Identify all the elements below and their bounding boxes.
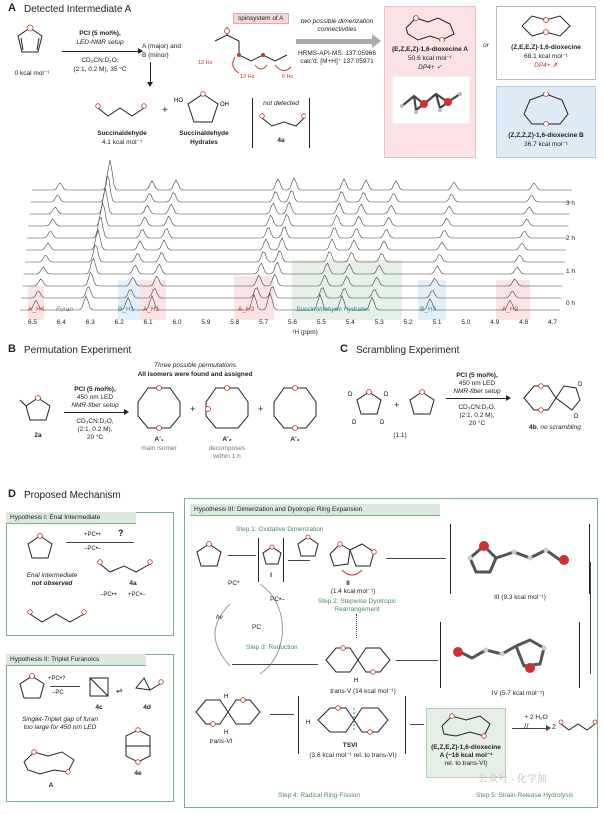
water-label: + 2 H₂O — [524, 714, 548, 721]
intermediate-iv-3d-model — [446, 626, 576, 682]
pc-label: PC — [252, 624, 262, 631]
succinaldehyde-structure — [94, 100, 150, 124]
hypothesis-2-title: Hypothesis II: Triplet Furanoics — [6, 654, 146, 666]
tsvi-energy: (3.6 kcal mol⁻¹ rel. to trans-VI) — [309, 752, 397, 759]
hydrolysis-arrow — [512, 728, 548, 729]
intermediate-i-structure — [260, 544, 284, 568]
peak-label-bh2: B_H2 — [420, 306, 437, 313]
hrms-1: HRMS-API-MS: 137.05966 — [297, 50, 377, 57]
plus-c: + — [394, 400, 400, 410]
deuterated-furan-structure — [346, 382, 392, 428]
down-arrow-a — [150, 62, 151, 84]
watermark: 公众号 · 化学加 — [478, 774, 547, 785]
section-b-letter: B — [8, 343, 16, 355]
conditions-c-2: 450 nm LED — [458, 380, 496, 387]
conditions-a-2: LED-NMR setup — [76, 39, 124, 46]
dioxecine-a-structure — [402, 12, 458, 42]
ppm-tick: 4.9 — [490, 319, 500, 326]
svg-text:H: H — [224, 730, 229, 736]
iv-to-v-arrow — [396, 660, 438, 661]
hyp1-pc-b: +PC•– — [128, 592, 146, 598]
svg-text:D: D — [574, 414, 579, 418]
step-3-label: Step 3: Reduction — [246, 644, 298, 651]
ppm-tick: 5.2 — [403, 319, 413, 326]
dioxecine-eez-dp4: DP4+ ✗ — [534, 62, 558, 69]
product-a2-note-1: decomposes — [208, 445, 246, 452]
hyp1-note-2: not observed — [31, 580, 73, 587]
furan-structure-a — [10, 22, 54, 64]
coupling-2: 12 Hz — [240, 74, 255, 80]
dimerization-label-1: two possible dimerization — [300, 18, 374, 25]
ppm-tick: 5.4 — [345, 319, 355, 326]
hydrates-structure — [172, 86, 234, 130]
conditions-a-3: CD₃CN:D₂O, — [81, 57, 119, 64]
hyp2-label-4e: 4e — [134, 770, 142, 777]
product-a2-structure — [200, 384, 254, 432]
intermediate-ii-label: II — [346, 580, 350, 587]
product-a2-name: A'₂ — [222, 436, 232, 443]
nmr-trace — [32, 160, 572, 190]
conditions-b-4: CD₃CN:D₂O, — [76, 418, 114, 425]
step-2-label-1: Step 2: Stepwise Dyotropic — [317, 598, 397, 605]
tsvi-structure — [304, 700, 400, 740]
or-text: or — [483, 42, 489, 49]
time-label-1h: 1 h — [566, 268, 576, 275]
trans-v-label: trans-V (14 kcal mol⁻¹) — [330, 688, 396, 695]
trans-vi-structure — [190, 690, 268, 736]
intermediate-iii-3d-model — [456, 528, 586, 584]
dioxecine-eez-name: (Z,E,E,Z)-1,6-dioxecine — [511, 44, 581, 51]
nmr-trace — [25, 245, 565, 262]
ppm-tick: 4.8 — [519, 319, 529, 326]
conditions-c-5: (2:1, 0.2 M), — [459, 412, 495, 419]
section-d-title: Proposed Mechanism — [24, 490, 121, 501]
time-label-2h: 2 h — [566, 235, 576, 242]
product-4b-structure — [516, 378, 586, 418]
ppm-axis-label: ¹H (ppm) — [292, 329, 318, 336]
product-a2-note-2: within 1 h — [213, 453, 241, 460]
pc-star: PC* — [228, 580, 240, 587]
dioxecine-a-dp4: DP4+ ✓ — [418, 64, 442, 71]
nmr-trace — [31, 176, 571, 202]
product-4b-label: 4b, no scrambling — [529, 424, 581, 431]
product-a-energy: A (~16 kcal mol⁻¹ — [439, 752, 493, 759]
svg-text:D: D — [578, 382, 583, 388]
step-4-label: Step 4: Radical Ring-Fission — [278, 792, 361, 799]
dimerization-arrow — [296, 39, 374, 44]
iii-to-iv-arrow — [590, 562, 591, 674]
hrms-2: calc'd: [M+H]⁺ 137.05971 — [300, 58, 374, 65]
product-a1-note: main isomer — [141, 445, 177, 452]
trans-vi-label: trans-VI — [209, 738, 233, 745]
dioxecine-a-3d-model — [392, 76, 470, 124]
dioxecine-b-energy: 36.7 kcal mol⁻¹ — [524, 141, 568, 148]
ppm-tick: 5.3 — [374, 319, 384, 326]
ppm-tick: 5.9 — [201, 319, 211, 326]
hyp2-pc-minus: –PC — [52, 690, 64, 696]
ppm-tick: 5.1 — [432, 319, 442, 326]
nmr-trace — [21, 287, 561, 298]
conditions-c-3: NMR-fiber setup — [453, 388, 501, 395]
not-detected-label: not detected — [263, 100, 299, 107]
intermediate-ii-energy: (1.4 kcal mol⁻¹) — [330, 588, 376, 595]
hyp2-product-a-structure — [20, 746, 82, 780]
svg-text:H: H — [354, 678, 359, 684]
down-arrow-head-a — [147, 82, 153, 87]
arrow-head-c — [506, 395, 511, 401]
section-c-title: Scrambling Experiment — [356, 345, 460, 356]
products-text-a: A (major) and — [142, 43, 182, 50]
ppm-tick: 5.5 — [316, 319, 326, 326]
ts-to-a-arrow — [410, 724, 424, 725]
spinsystem-label: spinsystem of A — [233, 13, 289, 24]
svg-text:H: H — [306, 720, 311, 726]
hyp2-4e-structure — [118, 726, 158, 766]
section-d-letter: D — [8, 488, 16, 500]
coupling-1: 12 Hz — [198, 60, 213, 66]
hyp1-label-4a: 4a — [129, 580, 137, 587]
svg-text:OH: OH — [220, 102, 229, 108]
hydrolysis-block: // — [524, 722, 529, 731]
conditions-b-5: (2:1, 0.2 M), — [77, 426, 113, 433]
svg-text:D: D — [380, 420, 385, 426]
furan-energy: 0 kcal mol⁻¹ — [14, 70, 50, 77]
hypothesis-3-title: Hypothesis III: Dimerization and Dyotropic Ring Expansion — [190, 504, 440, 516]
hyp2-furan-structure — [14, 672, 50, 704]
hyp1-pc-a: –PC•+ — [100, 592, 118, 598]
hydrates-name-1: Succinaldehyde — [179, 130, 229, 137]
coupling-3: 6 Hz — [282, 74, 294, 80]
arrow-head-b — [124, 409, 129, 415]
conditions-a-4: (2:1, 0.2 M), 35 °C — [73, 66, 127, 73]
hyp2-note-1: Singlet-Triplet gap of furan — [21, 716, 99, 723]
nmr-trace — [27, 218, 567, 239]
product-a3-structure — [268, 384, 322, 432]
hyp2-arrow-1 — [50, 686, 80, 687]
methylfuran-structure — [18, 392, 58, 428]
ppm-tick: 6.3 — [85, 319, 95, 326]
plus-b-1: + — [190, 404, 196, 414]
arrow-b — [64, 412, 126, 413]
succinaldehyde-name: Succinaldehyde — [97, 130, 147, 137]
peak-label-hydrates: Succinaldehyde Hydrates — [296, 306, 370, 313]
dioxecine-eez-energy: 68.1 kcal mol⁻¹ — [524, 53, 568, 60]
hyp2-equilibrium: ⇌ — [116, 686, 123, 695]
arrow-c — [446, 398, 508, 399]
product-a-rel: rel. to trans-VI) — [444, 760, 488, 767]
dioxecine-a-name: (E,Z,E,Z)-1,6-dioxecine A — [392, 46, 468, 53]
hydrolysis-arrow-head — [546, 725, 551, 731]
succinaldehyde-energy: 4.1 kcal mol⁻¹ — [101, 139, 143, 146]
ii-to-v-dotted — [356, 614, 357, 638]
dioxecine-eez-structure — [518, 12, 574, 40]
peak-label-ah1: A_H1 — [143, 306, 160, 313]
hyp1-enal-structure — [96, 556, 162, 578]
ppm-tick: 6.0 — [172, 319, 182, 326]
ppm-tick: 6.4 — [56, 319, 66, 326]
section-a-letter: A — [8, 2, 16, 14]
ppm-tick: 6.1 — [143, 319, 153, 326]
hyp2-product-label: A — [48, 782, 54, 789]
intermediate-iii-label: III (9.3 kcal mol⁻¹) — [494, 594, 546, 601]
permutation-header-2: All isomers were found and assigned — [137, 371, 253, 378]
vi-to-ts-arrow — [270, 714, 294, 715]
nmr-stack-plot — [20, 150, 580, 328]
svg-text:D: D — [352, 420, 357, 426]
peak-label-bh1: B_H1 — [118, 306, 135, 313]
product-a1-structure — [132, 384, 186, 432]
hyp2-pc-plus: +PC•? — [48, 676, 66, 682]
conditions-a-1: PCI (5 mol%), — [79, 30, 121, 37]
conditions-c-1: PCI (5 mol%), — [456, 372, 498, 379]
coef-2: 2 — [552, 724, 556, 731]
hv-label: hv — [216, 614, 223, 621]
intermediate-ii-structure — [322, 536, 382, 580]
trans-v-structure — [320, 640, 396, 684]
hyp2-label-4c: 4c — [95, 704, 103, 711]
peak-label-ah4: A_H4 — [28, 306, 45, 313]
reactant-2a: 2a — [34, 432, 42, 439]
peak-label-ah2: A_H2 — [502, 306, 519, 313]
dioxecine-a-energy: 50.6 kcal mol⁻¹ — [408, 55, 452, 62]
section-b-title: Permutation Experiment — [24, 345, 132, 356]
plus-a: + — [162, 105, 168, 116]
hypothesis-1-title: Hypothesis I: Enal Intermediate — [6, 512, 136, 524]
compound-4a-structure — [258, 112, 306, 132]
peak-label-ah3: A_H3 — [238, 306, 255, 313]
pc-rad: PC•– — [270, 596, 285, 603]
hyp3-furan-2-structure — [294, 534, 322, 560]
plus-b-2: + — [258, 404, 264, 414]
step-2-label-2: Rearrangement — [334, 606, 380, 613]
conditions-b-2: 450 nm LED — [76, 394, 114, 401]
hyp1-arrow — [66, 542, 134, 543]
ppm-tick: 4.7 — [548, 319, 558, 326]
intermediate-i-label: I — [270, 572, 272, 579]
ratio-c: (1:1) — [393, 432, 407, 439]
conditions-c-6: 20 °C — [468, 420, 486, 427]
section-a-title: Detected Intermediate A — [24, 4, 132, 15]
hyp1-pc-minus: –PC•– — [84, 546, 102, 552]
nmr-trace — [20, 293, 560, 310]
svg-text:H: H — [224, 694, 229, 700]
nmr-trace — [26, 230, 566, 250]
permutation-header-1: Three possible permutations — [153, 362, 236, 369]
step1b-arrow — [288, 560, 310, 561]
time-label-0h: 0 h — [566, 300, 576, 307]
hyp2-label-4d: 4d — [143, 704, 151, 711]
hyp1-pc-plus: +PC•+ — [84, 532, 102, 538]
dimerization-arrow-head — [372, 34, 381, 48]
photocatalyst-cycle — [190, 574, 300, 686]
dioxecine-b-structure — [520, 92, 572, 126]
conditions-c-4: CD₃CN:D₂O, — [458, 404, 496, 411]
ppm-axis — [28, 319, 568, 329]
hyp1-succinaldehyde-structure — [26, 606, 90, 628]
peak-label-furan: Furan — [56, 306, 73, 313]
product-a-name: (E,Z,E,Z)-1,6-dioxecine — [431, 744, 501, 751]
hydrolysis-product-structure — [558, 716, 598, 736]
conditions-b-3: NMR-fiber setup — [71, 402, 119, 409]
hyp3-furan-structure — [192, 540, 226, 570]
ppm-tick: 6.2 — [114, 319, 124, 326]
hyp2-4c-structure — [84, 672, 114, 702]
dioxecine-b-name: (Z,Z,Z,Z)-1,6-dioxecine B — [508, 132, 584, 139]
intermediate-iv-label: IV (5.7 kcal mol⁻¹) — [491, 690, 545, 697]
ppm-tick: 6.5 — [28, 319, 38, 326]
ppm-tick: 5.0 — [461, 319, 471, 326]
hyp1-furan-structure — [22, 532, 58, 564]
ppm-tick: 5.8 — [230, 319, 240, 326]
svg-text:D: D — [348, 392, 353, 398]
product-a-structure — [438, 712, 494, 740]
step-5-label: Step 5: Strain-Release Hydrolysis — [476, 792, 574, 799]
step1-arrow — [228, 555, 256, 556]
ppm-tick: 5.6 — [288, 319, 298, 326]
product-a1-name: A'₁ — [154, 436, 164, 443]
dimerization-label-2: connectivities — [317, 26, 357, 33]
conditions-b-6: 20 °C — [86, 434, 104, 441]
conditions-b-1: PCI (5 mol%), — [74, 386, 116, 393]
section-c-letter: C — [340, 343, 348, 355]
reaction-arrow-a — [62, 51, 142, 52]
ppm-tick: 5.7 — [259, 319, 269, 326]
tsvi-label: TSVI — [342, 742, 358, 749]
svg-text:D: D — [384, 392, 389, 398]
products-text-b: B (minor) — [142, 52, 169, 59]
hyp1-question: ? — [118, 528, 124, 538]
furan-structure-c — [404, 388, 440, 422]
svg-text:HO: HO — [174, 98, 183, 104]
hyp2-4d-structure — [130, 670, 166, 700]
hyp1-note-1: Enal intermediate — [26, 572, 78, 579]
step2-arrow — [386, 558, 446, 559]
product-a3-name: A'₃ — [290, 436, 300, 443]
hyp2-note-2: too large for 450 nm LED — [23, 724, 97, 731]
step-1-label: Step 1: Oxidative Dimerization — [236, 526, 324, 533]
hydrates-name-2: Hydrates — [190, 139, 218, 146]
v-to-vi-arrow — [232, 664, 318, 665]
compound-4a-label: 4a — [277, 137, 285, 144]
time-label-3h: 3 h — [566, 200, 576, 207]
